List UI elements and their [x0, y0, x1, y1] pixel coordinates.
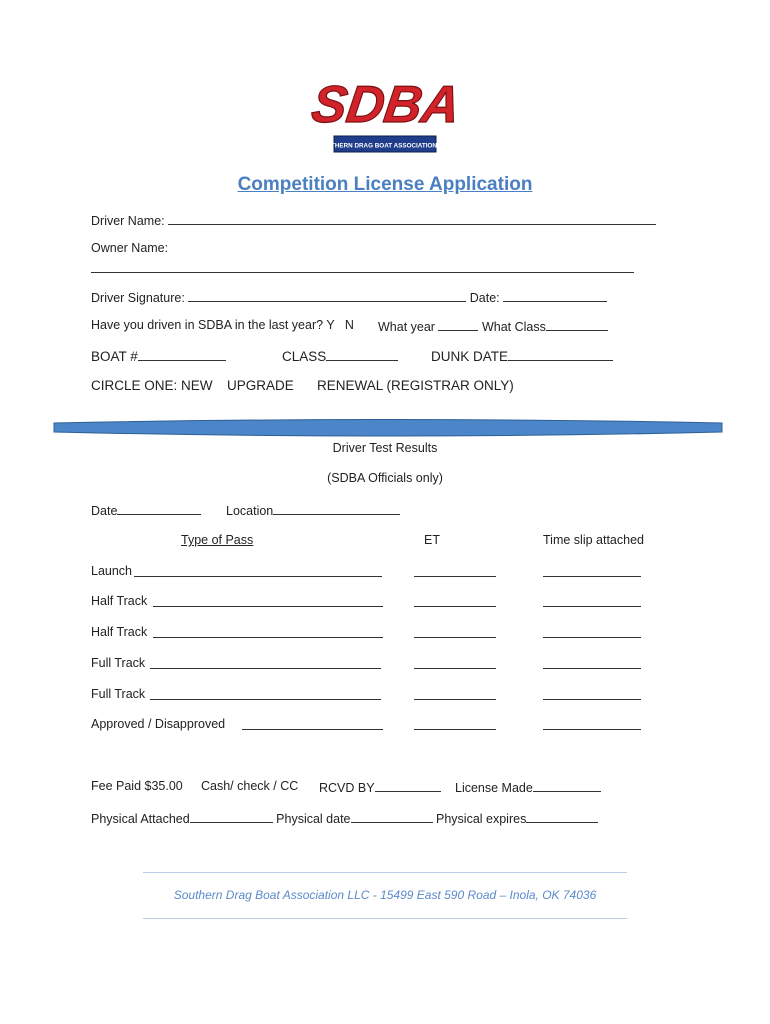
- row-label-half-track-2: Half Track: [91, 625, 148, 639]
- col-type-of-pass: Type of Pass: [181, 533, 254, 547]
- dunk-date-label: DUNK DATE: [431, 349, 509, 364]
- row-label-launch: Launch: [91, 564, 133, 578]
- launch-et-line[interactable]: [414, 564, 496, 577]
- half-track-1-pass-line[interactable]: [153, 594, 383, 607]
- table-row: [91, 656, 145, 670]
- row-label-approved: Approved / Disapproved: [91, 717, 226, 731]
- test-date-line[interactable]: [117, 502, 201, 515]
- officials-only-note: (SDBA Officials only): [327, 471, 443, 485]
- full-track-2-timeslip-line[interactable]: [543, 687, 641, 700]
- physical-date-label: Physical date: [276, 812, 351, 826]
- row-label-full-track-2: Full Track: [91, 687, 146, 701]
- driver-name-label: Driver Name:: [91, 214, 165, 228]
- rcvd-by-label: RCVD BY: [319, 781, 375, 795]
- approved-timeslip-line[interactable]: [543, 717, 641, 730]
- yes-option[interactable]: Y: [326, 318, 335, 332]
- what-class-label: What Class: [481, 320, 546, 334]
- driver-signature-label: Driver Signature:: [91, 291, 185, 305]
- class-row: [282, 348, 398, 364]
- upgrade-option[interactable]: UPGRADE: [227, 378, 294, 393]
- half-track-1-timeslip-line[interactable]: [543, 594, 641, 607]
- what-class-line[interactable]: [546, 318, 608, 331]
- full-track-1-timeslip-line[interactable]: [543, 656, 641, 669]
- table-row: [91, 564, 132, 578]
- what-year-line[interactable]: [438, 318, 478, 331]
- rcvd-by-line[interactable]: [375, 779, 441, 792]
- driver-signature-line[interactable]: [188, 289, 466, 302]
- page-title: Competition License Application: [237, 174, 533, 195]
- test-date-row: [91, 502, 201, 518]
- owner-name-label: Owner Name:: [91, 241, 169, 255]
- location-row: [226, 502, 400, 518]
- table-row: [91, 717, 225, 731]
- no-option[interactable]: N: [344, 318, 354, 332]
- logo-subtext: SOUTHERN DRAG BOAT ASSOCIATION, LLC: [317, 142, 453, 150]
- dunk-date-line[interactable]: [508, 348, 613, 361]
- launch-timeslip-line[interactable]: [543, 564, 641, 577]
- approved-et-line[interactable]: [414, 717, 496, 730]
- class-line[interactable]: [326, 348, 398, 361]
- dunk-date-row: [431, 348, 613, 364]
- full-track-2-et-line[interactable]: [414, 687, 496, 700]
- physical-expires-line[interactable]: [526, 810, 598, 823]
- new-option[interactable]: NEW: [181, 378, 213, 393]
- half-track-2-et-line[interactable]: [414, 625, 496, 638]
- half-track-2-pass-line[interactable]: [153, 625, 383, 638]
- boat-label: BOAT #: [91, 349, 138, 364]
- boat-line[interactable]: [138, 348, 226, 361]
- col-et: ET: [424, 533, 440, 547]
- license-made-label: License Made: [455, 781, 533, 795]
- physical-attached-line[interactable]: [190, 810, 273, 823]
- driver-name-row: [91, 212, 656, 228]
- physical-expires-label: Physical expires: [436, 812, 527, 826]
- sdba-logo: [308, 62, 464, 160]
- half-track-1-et-line[interactable]: [414, 594, 496, 607]
- license-made-line[interactable]: [533, 779, 601, 792]
- test-date-label: Date: [91, 504, 118, 518]
- full-track-1-pass-line[interactable]: [150, 656, 381, 669]
- footer-rule-top: [143, 872, 627, 873]
- section-divider: [52, 418, 724, 440]
- location-line[interactable]: [273, 502, 400, 515]
- driven-question-label: Have you driven in SDBA in the last year?: [91, 318, 324, 332]
- test-results-heading: Driver Test Results: [332, 441, 438, 455]
- full-track-2-pass-line[interactable]: [150, 687, 381, 700]
- class-label: CLASS: [282, 349, 327, 364]
- renewal-option[interactable]: RENEWAL (REGISTRAR ONLY): [317, 378, 514, 393]
- footer-address: Southern Drag Boat Association LLC - 15499 East 590 Road – Inola, OK 74036: [173, 888, 597, 902]
- table-row: [91, 625, 147, 639]
- date-line[interactable]: [503, 289, 607, 302]
- rcvd-by-row: [319, 779, 441, 795]
- circle-one-label: CIRCLE ONE:: [91, 378, 178, 393]
- physical-date-line[interactable]: [351, 810, 433, 823]
- physical-attached-label: Physical Attached: [91, 812, 190, 826]
- what-year-row: [378, 318, 608, 334]
- driven-question-row: [91, 318, 354, 332]
- what-year-label: What year: [378, 320, 435, 334]
- boat-row: [91, 348, 226, 364]
- location-label: Location: [226, 504, 274, 518]
- col-time-slip: Time slip attached: [543, 533, 644, 547]
- full-track-1-et-line[interactable]: [414, 656, 496, 669]
- fee-paid-label: Fee Paid $35.00: [91, 779, 183, 793]
- row-label-full-track-1: Full Track: [91, 656, 146, 670]
- half-track-2-timeslip-line[interactable]: [543, 625, 641, 638]
- approved-line[interactable]: [242, 717, 383, 730]
- signature-row: [91, 289, 607, 305]
- footer-rule-bottom: [143, 918, 627, 919]
- launch-pass-line[interactable]: [134, 564, 382, 577]
- license-made-row: [455, 779, 601, 795]
- driver-name-line[interactable]: [168, 212, 656, 225]
- date-label: Date:: [469, 291, 500, 305]
- table-row: [91, 594, 147, 608]
- owner-name-line[interactable]: [91, 260, 634, 273]
- physical-row: [91, 810, 598, 826]
- row-label-half-track-1: Half Track: [91, 594, 148, 608]
- logo-text: SDBA: [308, 76, 464, 134]
- table-row: [91, 687, 145, 701]
- payment-method-label: Cash/ check / CC: [201, 779, 299, 793]
